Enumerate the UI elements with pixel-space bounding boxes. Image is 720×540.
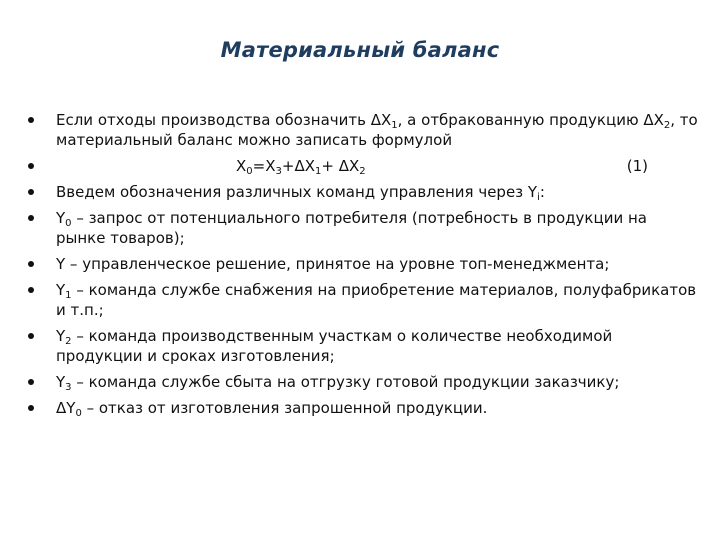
formula-number: (1) [626, 157, 648, 175]
bullet-text: Если отходы производства обозначить ΔX [56, 111, 392, 129]
subscript: 0 [75, 408, 82, 419]
formula-part: =X [252, 157, 276, 175]
subscript: 0 [246, 166, 253, 177]
bullet-list [26, 110, 698, 424]
formula-part: +ΔX [281, 157, 315, 175]
bullet-text: , то материальный баланс можно записать формулой [56, 111, 698, 149]
bullet-dot-icon [28, 189, 34, 195]
bullet-item-y1 [26, 280, 698, 320]
slide-title: Материальный баланс [220, 38, 500, 62]
bullet-item-y3 [26, 372, 698, 392]
bullet-text: Y [56, 209, 66, 227]
bullet-text: – запрос от потенциального потребителя (потребность в продукции на рынке товаров); [56, 209, 647, 247]
bullet-item-formula [26, 156, 698, 176]
bullet-dot-icon [28, 163, 34, 169]
bullet-dot-icon [28, 333, 34, 339]
bullet-text: Y – управленческое решение, принятое на уровне топ-менеджмента; [56, 255, 610, 273]
formula-row [56, 156, 698, 176]
subscript: 0 [65, 218, 72, 229]
bullet-text: – отказ от изготовления запрошенной продукции. [81, 399, 488, 417]
bullet-item-delta-y0 [26, 398, 698, 418]
subscript: 2 [663, 120, 671, 131]
bullet-dot-icon [28, 405, 34, 411]
bullet-text: – команда службе сбыта на отгрузку готовой продукции заказчику; [71, 373, 620, 391]
formula-part: + ΔX [321, 157, 360, 175]
bullet-text: Y [56, 373, 66, 391]
subscript: 3 [65, 382, 72, 393]
subscript: 1 [315, 166, 322, 177]
bullet-item-y2 [26, 326, 698, 366]
subscript: i [537, 192, 540, 203]
bullet-text: – команда службе снабжения на приобретение материалов, полуфабрикатов и т.п.; [56, 281, 697, 319]
subscript: 2 [65, 336, 72, 347]
bullet-text: – команда производственным участкам о количестве необходимой продукции и сроках изготовления; [56, 327, 613, 365]
bullet-text: Y [56, 327, 66, 345]
bullet-text: Y [56, 281, 66, 299]
subscript: 1 [391, 120, 398, 131]
bullet-item-commands-intro [26, 182, 698, 202]
bullet-item-y [26, 254, 698, 274]
bullet-item-y0 [26, 208, 698, 248]
bullet-text: : [539, 183, 545, 201]
bullet-dot-icon [28, 117, 34, 123]
bullet-dot-icon [28, 261, 34, 267]
subscript: 3 [275, 166, 282, 177]
balance-formula [236, 156, 366, 176]
bullet-text: ΔY [56, 399, 76, 417]
bullet-text: Введем обозначения различных команд управления через Y [56, 183, 538, 201]
subscript: 1 [65, 290, 72, 301]
bullet-dot-icon [28, 379, 34, 385]
bullet-item-waste-definition [26, 110, 698, 150]
formula-part: X [236, 157, 247, 175]
bullet-dot-icon [28, 287, 34, 293]
subscript: 2 [359, 166, 366, 177]
bullet-text: , а отбракованную продукцию ΔX [397, 111, 664, 129]
bullet-dot-icon [28, 215, 34, 221]
